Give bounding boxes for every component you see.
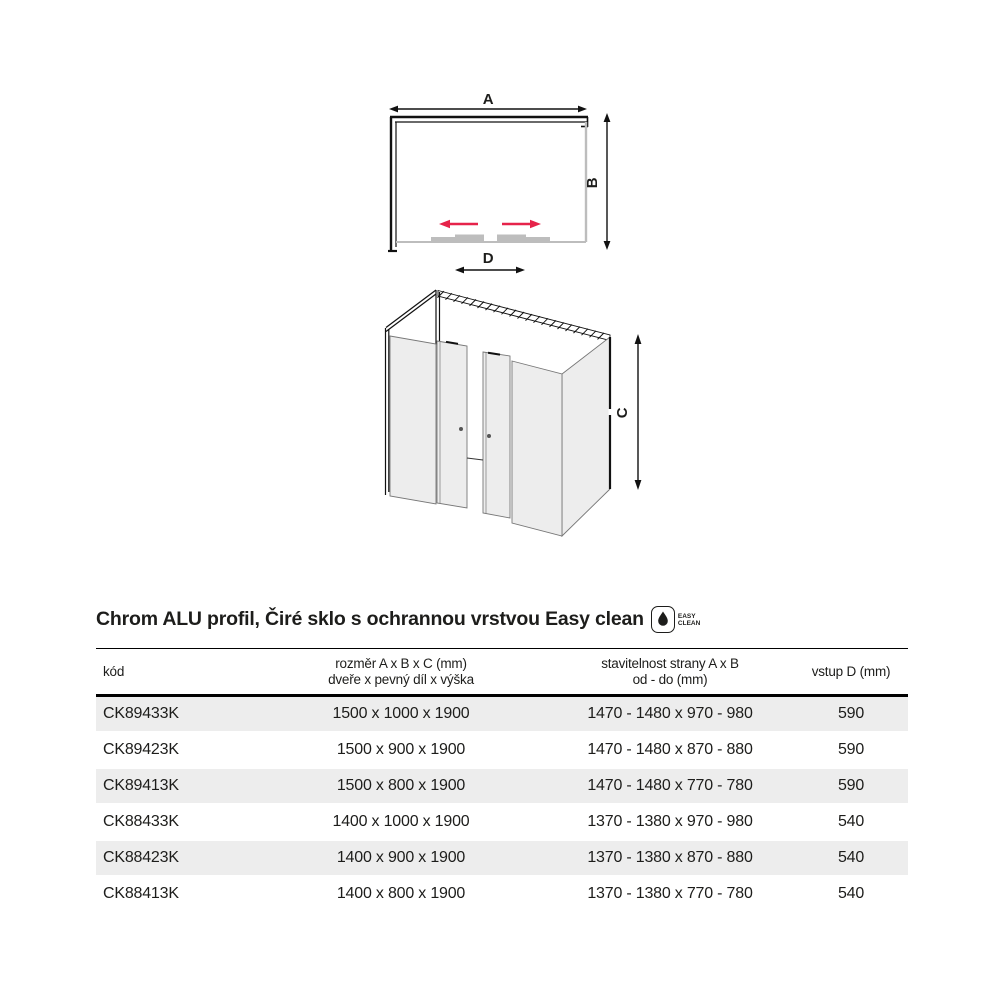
header-stavitelnost-line1: stavitelnost strany A x B bbox=[601, 655, 739, 671]
cell-kod: CK88413K bbox=[103, 885, 179, 902]
cell-vstup: 540 bbox=[837, 885, 865, 902]
dimension-d-arrow bbox=[455, 267, 525, 274]
door-panel-left bbox=[437, 341, 467, 508]
easy-clean-line2: CLEAN bbox=[677, 619, 701, 627]
left-wall-profile-3d bbox=[386, 328, 389, 495]
cell-vstup: 540 bbox=[837, 812, 865, 830]
sliding-door-right bbox=[497, 235, 550, 244]
cell-kod: CK89413K bbox=[96, 768, 256, 804]
perspective-diagram bbox=[368, 282, 658, 552]
water-drop-icon bbox=[651, 606, 675, 633]
cell-rozmer: 1500 x 800 x 1900 bbox=[256, 768, 546, 804]
header-rozmer bbox=[256, 649, 546, 696]
title-row bbox=[96, 606, 700, 633]
cell-rozmer: 1500 x 900 x 1900 bbox=[336, 740, 466, 758]
cell-stavitelnost: 1470 - 1480 x 870 - 880 bbox=[587, 740, 753, 758]
header-stavitelnost bbox=[546, 649, 794, 696]
header-vstup: vstup D (mm) bbox=[794, 649, 908, 696]
door-handle-left bbox=[459, 427, 463, 431]
cell-vstup: 590 bbox=[837, 740, 865, 758]
fixed-panel-left bbox=[390, 336, 436, 504]
header-stavitelnost-line2: od - do (mm) bbox=[632, 671, 708, 687]
cell-stavitelnost: 1470 - 1480 x 770 - 780 bbox=[546, 768, 794, 804]
easy-clean-badge bbox=[651, 606, 700, 633]
top-rail bbox=[438, 291, 611, 341]
cell-rozmer: 1400 x 800 x 1900 bbox=[336, 885, 466, 902]
cell-rozmer: 1400 x 900 x 1900 bbox=[256, 840, 546, 876]
dimension-d-label: D bbox=[482, 250, 494, 267]
easy-clean-text bbox=[678, 613, 700, 627]
header-rozmer-line1: rozměr A x B x C (mm) bbox=[335, 655, 467, 671]
header-rozmer-line2: dveře x pevný díl x výška bbox=[328, 671, 474, 687]
cell-vstup: 590 bbox=[794, 696, 908, 732]
spec-table bbox=[96, 648, 908, 912]
top-view-diagram bbox=[368, 86, 632, 286]
fixed-panel-right bbox=[512, 361, 562, 536]
left-wall-profile bbox=[388, 117, 397, 251]
cell-stavitelnost: 1470 - 1480 x 970 - 980 bbox=[546, 696, 794, 732]
dimension-b-label: B bbox=[584, 177, 601, 189]
cell-vstup: 540 bbox=[794, 840, 908, 876]
table-row bbox=[96, 840, 908, 876]
table-row bbox=[96, 876, 908, 912]
cell-kod: CK89423K bbox=[103, 740, 179, 758]
table-row bbox=[96, 804, 908, 840]
cell-stavitelnost: 1370 - 1380 x 970 - 980 bbox=[587, 812, 753, 830]
door-panel-right bbox=[483, 352, 510, 518]
header-kod: kód bbox=[96, 649, 256, 696]
slide-direction-arrows bbox=[439, 220, 541, 228]
dimension-a-label: A bbox=[482, 91, 494, 108]
cell-rozmer: 1400 x 1000 x 1900 bbox=[332, 812, 470, 830]
table-row bbox=[96, 696, 908, 732]
dimension-b-arrow bbox=[604, 113, 611, 250]
right-return-panel bbox=[562, 337, 610, 536]
cell-vstup: 590 bbox=[794, 768, 908, 804]
cell-stavitelnost: 1370 - 1380 x 870 - 880 bbox=[546, 840, 794, 876]
page-title: Chrom ALU profil, Čiré sklo s ochrannou vrstvou Easy clean bbox=[96, 608, 644, 630]
cell-kod: CK89433K bbox=[96, 696, 256, 732]
glass-walls bbox=[396, 122, 586, 242]
sliding-door-left bbox=[431, 235, 484, 244]
top-wall-profile bbox=[390, 117, 588, 127]
dimension-c-arrow bbox=[635, 334, 642, 490]
table-row bbox=[96, 768, 908, 804]
cell-stavitelnost: 1370 - 1380 x 770 - 780 bbox=[587, 885, 753, 902]
header-row bbox=[96, 649, 908, 696]
table-row bbox=[96, 732, 908, 768]
easy-clean-line1: EASY bbox=[677, 612, 696, 620]
dimension-c-label: C bbox=[614, 407, 631, 419]
cell-kod: CK88433K bbox=[103, 812, 179, 830]
door-handle-right bbox=[487, 434, 491, 438]
cell-kod: CK88423K bbox=[96, 840, 256, 876]
gap-bottom-rail bbox=[467, 458, 483, 460]
cell-rozmer: 1500 x 1000 x 1900 bbox=[256, 696, 546, 732]
